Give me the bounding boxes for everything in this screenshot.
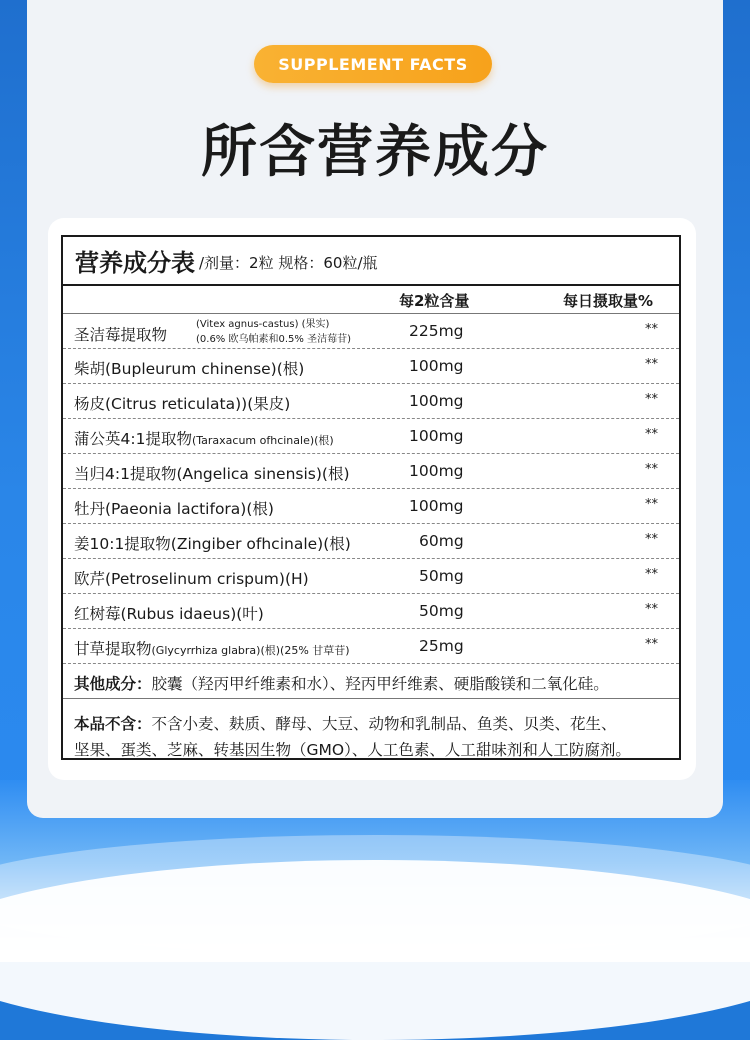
table-row [63,524,679,559]
ingredient-dv: ** [645,427,658,442]
ingredient-latin: (Glycyrrhiza glabra)(根)(25% 甘草苷) [151,644,350,657]
ingredient-amount: 50mg [419,602,464,620]
other-ingredients-text: 胶囊（羟丙甲纤维素和水）、羟丙甲纤维素、硬脂酸镁和二氧化硅。 [151,675,609,693]
free-from-line-1: 不含小麦、麸质、酵母、大豆、动物和乳制品、鱼类、贝类、花生、 [151,715,617,733]
table-row [63,629,679,664]
ingredient-name: 红树莓(Rubus idaeus)(叶) [74,605,264,623]
table-row [63,384,679,419]
ingredient-name: 杨皮(Citrus reticulata))(果皮) [74,395,291,413]
ingredient-amount: 25mg [419,637,464,655]
ingredient-name: 欧芹(Petroselinum crispum)(H) [74,570,309,588]
serving-info: /剂量：2粒 规格：60粒/瓶 [199,254,378,272]
ingredient-amount: 100mg [409,497,464,515]
free-from-line-2: 坚果、蛋类、芝麻、转基因生物（GMO）、人工色素、人工甜味剂和人工防腐剂。 [74,741,631,759]
nutrition-table [61,235,681,760]
ingredient-dv: ** [645,602,658,617]
ingredient-dv: ** [645,322,658,337]
ingredient-dv: ** [645,532,658,547]
free-from-section [63,699,679,763]
table-row [63,419,679,454]
ingredient-name: 姜10:1提取物(Zingiber ofhcinale)(根) [74,535,351,553]
ingredient-name: 牡丹(Paeonia lactifora)(根) [74,500,274,518]
ingredient-dv: ** [645,357,658,372]
table-row [63,559,679,594]
table-row [63,454,679,489]
ingredient-amount: 100mg [409,357,464,375]
ingredient-amount: 100mg [409,392,464,410]
column-dv-header: 每日摄取量% [563,292,654,310]
supplement-facts-badge: SUPPLEMENT FACTS [254,45,492,83]
column-header-row [63,286,679,314]
ingredient-name: 柴胡(Bupleurum chinense)(根) [74,360,305,378]
table-row [63,349,679,384]
column-amount-header: 每2粒含量 [399,292,470,310]
table-row [63,489,679,524]
ingredient-standardization: (0.6% 欧乌帕素和0.5% 圣洁莓苷) [196,334,351,345]
table-row [63,594,679,629]
ingredient-name: 圣洁莓提取物 [74,326,168,344]
background-wave [0,860,750,1040]
page-title: 所含营养成分 [201,120,549,185]
ingredient-dv: ** [645,497,658,512]
ingredient-dv: ** [645,637,658,652]
ingredient-dv: ** [645,567,658,582]
ingredient-name: 当归4:1提取物(Angelica sinensis)(根) [74,465,350,483]
ingredient-amount: 225mg [409,322,464,340]
table-title: 营养成分表 [75,249,195,277]
ingredient-dv: ** [645,462,658,477]
free-from-label: 本品不含： [74,715,152,733]
other-ingredients-label: 其他成分： [74,675,152,693]
ingredient-amount: 50mg [419,567,464,585]
table-header [63,237,679,286]
ingredient-amount: 60mg [419,532,464,550]
ingredient-latin: (Vitex agnus-castus) (果实) [196,319,330,330]
ingredient-amount: 100mg [409,427,464,445]
ingredient-name: 蒲公英4:1提取物(Taraxacum ofhcinale)(根) [74,430,334,448]
ingredient-amount: 100mg [409,462,464,480]
ingredient-rows [63,349,679,664]
ingredient-latin: (Taraxacum ofhcinale)(根) [191,434,334,447]
other-ingredients-row [63,664,679,699]
table-row [63,314,679,349]
ingredient-name: 甘草提取物(Glycyrrhiza glabra)(根)(25% 甘草苷) [74,640,350,658]
ingredient-dv: ** [645,392,658,407]
